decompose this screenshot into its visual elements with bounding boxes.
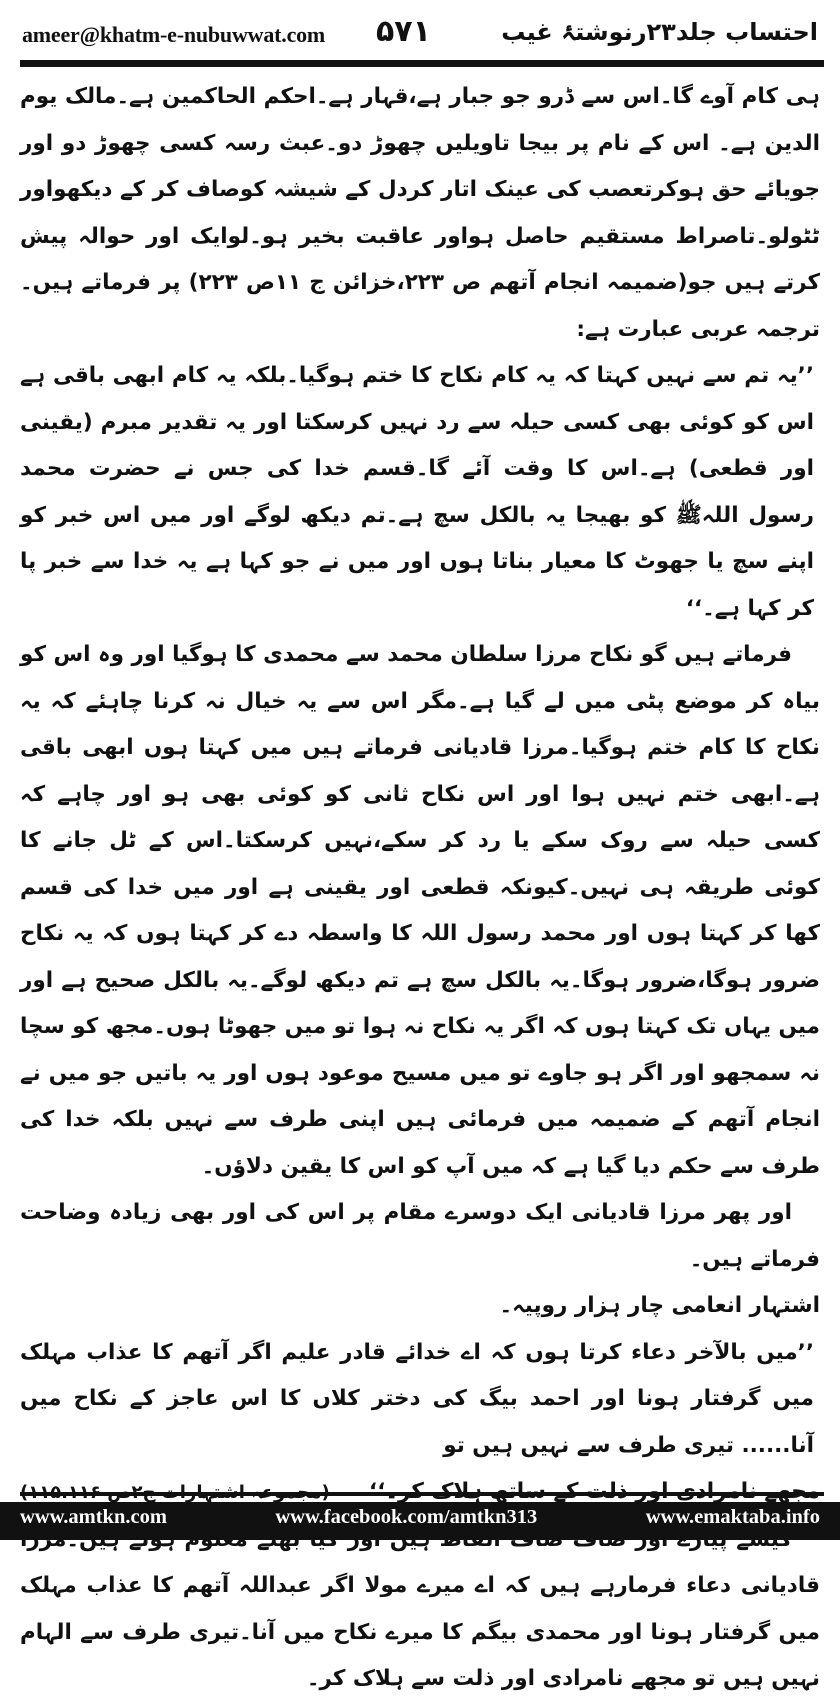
- paragraph-2: فرماتے ہیں گو نکاح مرزا سلطان محمد سے محمدی کا ہوگیا اور وہ اس کو بیاہ کر موضع پٹی میں لے گیا ہے۔مگر اس سے یہ خیال نہ کرنا چاہئے کہ یہ نکاح کا کام ختم ہوگیا۔مرزا قادیانی فرماتے ہیں میں کہتا ہوں ابھی باقی ہے۔ابھی ختم نہیں ہوا اور اس نکاح ثانی کو کوئی بھی ہو اور چاہے کہ کسی حیلہ سے روک سکے یا رد کر سکے،نہیں کرسکتا۔اس کے ٹل جانے کا کوئی طریقہ ہی نہیں۔کیونکہ قطعی اور یقینی ہے اور میں خدا کی قسم کھا کر کہتا ہوں اور محمد رسول اللہ کا واسطہ دے کر کہتا ہوں کہ یہ نکاح ضرور ہوگا،ضرور ہوگا۔یہ بالکل سچ ہے تم دیکھ لوگے۔یہ بالکل صحیح ہے اور میں یہاں تک کہتا ہوں کہ اگر یہ نکاح نہ ہوا تو میں جھوٹا ہوں۔مجھ کو سچا نہ سمجھو اور اگر ہو جاوے تو میں مسیح موعود ہوں اور یہ باتیں جو میں نے انجام آتھم کے ضمیمہ میں فرمائی ہیں اپنی طرف سے نہیں بلکہ خدا کی طرف سے حکم دیا گیا ہے کہ میں آپ کو اس کا یقین دلاؤں۔: [20, 642, 820, 1179]
- paragraph-4: قادیانی دعاء فرمارہے ہیں کہ اے میرے مولا اگر عبداللہ آتھم کا عذاب مہلک میں گرفتار ہونا اور محمدی بیگم کا میرے نکاح میں آنا۔تیری طرف سے الہام نہیں ہیں تو مجھے نامرادی اور ذلت سے ہلاک کر۔: [20, 1573, 820, 1691]
- footer-link-facebook[interactable]: www.facebook.com/amtkn313: [275, 1506, 538, 1528]
- quote-1: ’’یہ تم سے نہیں کہتا کہ یہ کام نکاح کا ختم ہوگیا۔بلکہ یہ کام ابھی باقی ہے اس کو کوئی بھی کسی حیلہ سے رد نہیں کرسکتا اور یہ تقدیر مبرم (یقینی اور قطعی) ہے۔اس کا وقت آئے گا۔قسم خدا کی جس نے حضرت محمد رسول اللہﷺ کو بھیجا یہ بالکل سچ ہے۔تم دیکھ لوگے اور میں اس خبر کو اپنے سچ یا جھوٹ کا معیار بناتا ہوں اور میں نے جو کہا ہے یہ خدا سے خبر پا کر کہا ہے۔‘‘: [20, 363, 814, 621]
- section-heading: اشتہار انعامی چار ہزار روپیہ۔: [499, 1293, 820, 1318]
- book-title: احتساب جلد۲۳رنوشتۂ غیب: [501, 18, 818, 46]
- footer-link-emaktaba[interactable]: www.emaktaba.info: [645, 1506, 820, 1528]
- footer-rule: [20, 1492, 824, 1496]
- page-number: ۵۷۱: [376, 14, 431, 49]
- header-rule: [20, 60, 824, 67]
- paragraph-3: اور پھر مرزا قادیانی ایک دوسرے مقام پر اس کی اور بھی زیادہ وضاحت فرماتے ہیں۔: [20, 1200, 820, 1272]
- page-header: [0, 0, 840, 62]
- header-email: ameer@khatm-e-nubuwwat.com: [22, 22, 326, 47]
- page-footer: [0, 1502, 840, 1540]
- quote-2: ’’میں بالآخر دعاء کرتا ہوں کہ اے خدائے قادر علیم اگر آتھم کا عذاب مہلک میں گرفتار ہونا اور احمد بیگ کی دختر کلاں کا اس عاجز کے نکاح میں آنا...... تیری طرف سے نہیں ہیں تو: [20, 1339, 814, 1458]
- footer-link-amtkn[interactable]: www.amtkn.com: [20, 1506, 167, 1528]
- paragraph-1: ہی کام آوے گا۔اس سے ڈرو جو جبار ہے،قہار ہے۔احکم الحاکمین ہے۔مالک یوم الدین ہے۔ اس کے نام پر بیجا تاویلیں چھوڑ دو۔عبث رسہ کسی چھوڑ دو اور جویائے حق ہوکرتعصب کی عینک اتار کردل کے شیشہ کوصاف کر کے دیکھواور ٹٹولو۔تاصراط مستقیم حاصل ہواور عاقبت بخیر ہو۔لوایک اور حوالہ پیش کرتے ہیں جو(ضمیمہ انجام آتھم ص ۲۲۳،خزائن ج ۱۱ص ۲۲۳) پر فرماتے ہیں۔ترجمہ عربی عبارت ہے:: [20, 84, 820, 342]
